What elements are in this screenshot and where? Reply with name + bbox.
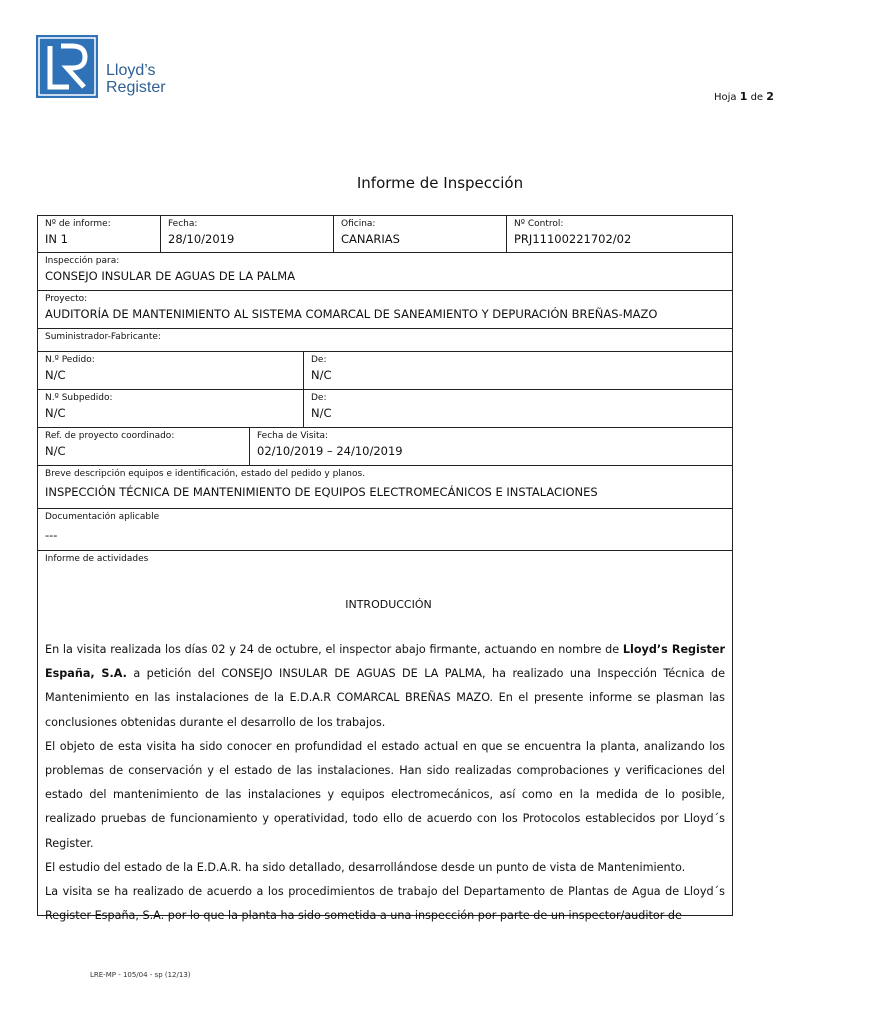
- label-subpedido: N.º Subpedido:: [45, 393, 113, 403]
- section-heading-introduccion: INTRODUCCIÓN: [345, 598, 432, 611]
- cell-suministrador: [38, 329, 733, 351]
- value-subpedido: N/C: [45, 406, 66, 420]
- value-fecha: 28/10/2019: [168, 232, 235, 246]
- inspection-form: [37, 215, 733, 923]
- sheet-de: de: [750, 92, 764, 103]
- value-documentacion: ---: [45, 528, 58, 542]
- value-pedido: N/C: [45, 368, 66, 382]
- label-pedido-de: De:: [311, 355, 327, 365]
- label-documentacion: Documentación aplicable: [45, 512, 160, 522]
- form-row-suministrador: [38, 329, 733, 352]
- label-breve: Breve descripción equipos e identificación, estado del pedido y planos.: [45, 469, 366, 479]
- value-ref-proyecto: N/C: [45, 444, 66, 458]
- form-row-breve: [38, 466, 733, 509]
- cell-ref-proyecto: [38, 428, 250, 465]
- label-numero-informe: Nº de informe:: [45, 219, 111, 229]
- logo-wordmark: [106, 62, 166, 96]
- paragraph-1-a: En la visita realizada los días 02 y 24 de octubre, el inspector abajo firmante, actuando en nombre de: [45, 643, 620, 656]
- label-inspeccion-para: Inspección para:: [45, 256, 120, 266]
- cell-pedido-de: [304, 352, 733, 389]
- sheet-number: [714, 90, 774, 103]
- sheet-prefix: Hoja: [714, 92, 737, 103]
- form-code-footer: LRE-MP - 105/04 - sp (12/13): [90, 971, 191, 979]
- cell-subpedido: [38, 390, 304, 427]
- form-row-header: [38, 215, 733, 253]
- label-control: Nº Control:: [514, 219, 564, 229]
- cell-fecha-visita: [250, 428, 733, 465]
- form-row-ref-proyecto: [38, 428, 733, 466]
- label-subpedido-de: De:: [311, 393, 327, 403]
- value-inspeccion-para: CONSEJO INSULAR DE AGUAS DE LA PALMA: [45, 269, 296, 283]
- cell-fecha: [161, 216, 334, 252]
- lloyds-register-logo-mark: [36, 35, 98, 98]
- form-row-subpedido: [38, 390, 733, 428]
- label-proyecto: Proyecto:: [45, 294, 88, 304]
- sheet-num: 1: [739, 90, 748, 103]
- value-numero-informe: IN 1: [45, 232, 68, 246]
- paragraph-2: El objeto de esta visita ha sido conocer en profundidad el estado actual en que se encuentra la planta, analizando los problemas de conservación y el estado de las instalaciones. Han sido realizadas comprobaciones y verificaciones del estado del mantenimiento de las instalaciones y equipos electromecánicos, así como en la medida de lo posible, realizado pruebas de funcionamiento y operatividad, todo ello de acuerdo con los Protocolos establecidos por Lloyd´s Register.: [45, 739, 725, 850]
- label-fecha-visita: Fecha de Visita:: [257, 431, 329, 441]
- cell-pedido: [38, 352, 304, 389]
- form-row-proyecto: [38, 291, 733, 329]
- cell-documentacion: [38, 509, 733, 550]
- cell-breve: [38, 466, 733, 508]
- form-row-actividades: [38, 551, 733, 923]
- cell-numero-informe: [38, 216, 161, 252]
- value-proyecto: AUDITORÍA DE MANTENIMIENTO AL SISTEMA COMARCAL DE SANEAMIENTO Y DEPURACIÓN BREÑAS-MAZO: [45, 307, 658, 321]
- label-suministrador: Suministrador-Fabricante:: [45, 332, 161, 342]
- value-pedido-de: N/C: [311, 368, 332, 382]
- value-control: PRJ11100221702/02: [514, 232, 632, 246]
- sheet-total: 2: [766, 90, 774, 103]
- label-ref-proyecto: Ref. de proyecto coordinado:: [45, 431, 175, 441]
- value-oficina: CANARIAS: [341, 232, 400, 246]
- logo-text-line2: Register: [106, 79, 166, 96]
- paragraph-3: El estudio del estado de la E.D.A.R. ha sido detallado, desarrollándose desde un punto de vista de Mantenimiento.: [45, 860, 686, 874]
- cell-actividades: [38, 551, 733, 923]
- form-row-inspeccion-para: [38, 253, 733, 291]
- paragraph-1-bold: Lloyd’s Register España, S.A.: [45, 643, 726, 681]
- label-pedido: N.º Pedido:: [45, 355, 95, 365]
- label-oficina: Oficina:: [341, 219, 376, 229]
- form-row-pedido: [38, 352, 733, 390]
- paragraph-4: La visita se ha realizado de acuerdo a los procedimientos de trabajo del Departamento de Plantas de Agua de Lloyd´s Register España, S.A. por lo que la planta ha sido sometida a una inspección por parte de un inspector/auditor de: [45, 885, 725, 923]
- cell-proyecto: [38, 291, 733, 328]
- document-title: Informe de Inspección: [356, 174, 524, 192]
- cell-oficina: [334, 216, 507, 252]
- label-fecha: Fecha:: [168, 219, 198, 229]
- lr-monogram-icon: [36, 35, 98, 98]
- value-breve: INSPECCIÓN TÉCNICA DE MANTENIMIENTO DE EQUIPOS ELECTROMECÁNICOS E INSTALACIONES: [45, 485, 598, 499]
- paragraph-1: [45, 638, 725, 735]
- cell-control: [507, 216, 733, 252]
- form-row-documentacion: [38, 509, 733, 551]
- value-fecha-visita: 02/10/2019 – 24/10/2019: [257, 444, 403, 458]
- label-actividades: Informe de actividades: [45, 554, 149, 564]
- logo-text-line1: Lloyd’s: [106, 62, 156, 79]
- cell-subpedido-de: [304, 390, 733, 427]
- cell-inspeccion-para: [38, 253, 733, 290]
- paragraph-1-b: a petición del CONSEJO INSULAR DE AGUAS DE LA PALMA, ha realizado una Inspección Técnica de Mantenimiento en las instalaciones de la E.D.A.R COMARCAL BREÑAS MAZO. En el presente informe se plasman las conclusiones obtenidas durante el desarrollo de los trabajos.: [45, 667, 726, 729]
- value-subpedido-de: N/C: [311, 406, 332, 420]
